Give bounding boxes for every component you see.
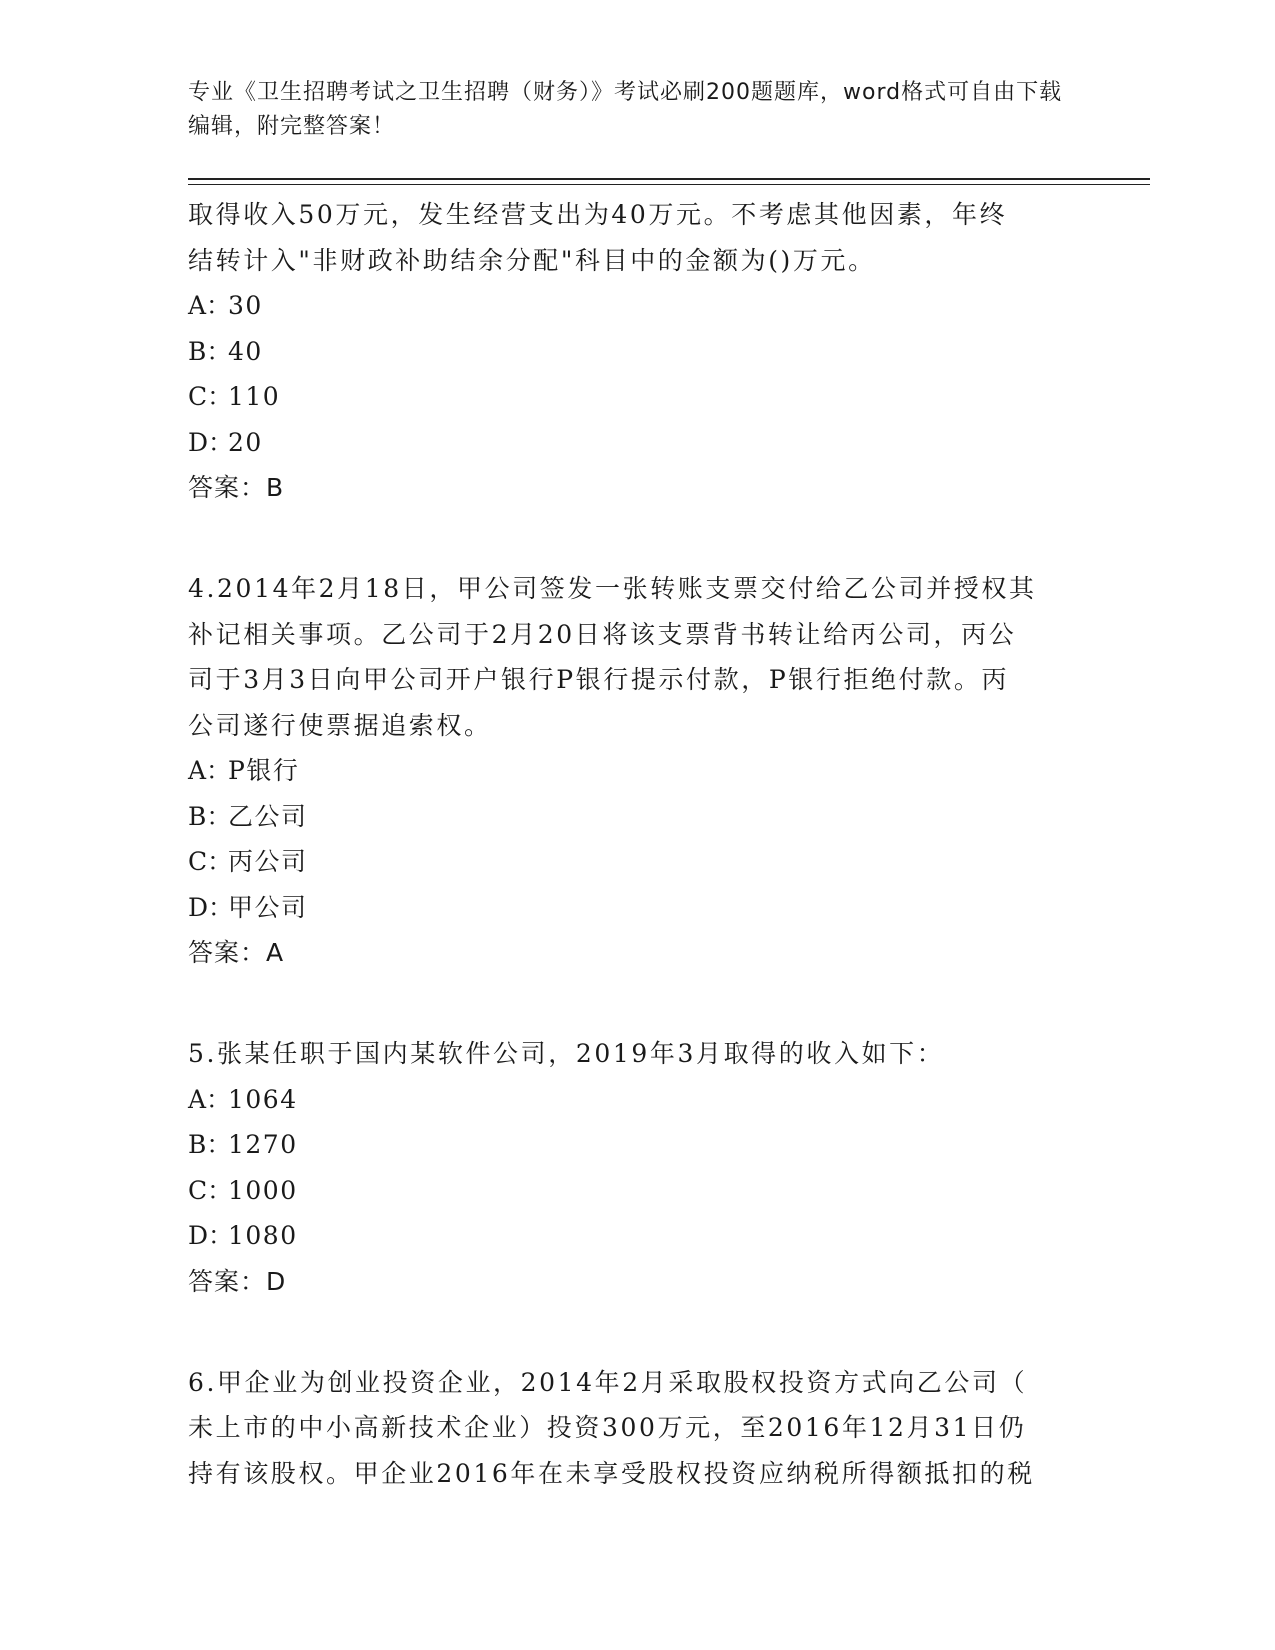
option-text: 110: [228, 382, 281, 411]
option-text: 40: [228, 336, 263, 366]
question-stem-line: 结转计入"非财政补助结余分配"科目中的金额为()万元。: [188, 245, 876, 275]
question-stem-line: 6.甲企业为创业投资企业，2014年2月采取股权投资方式向乙公司（: [188, 1367, 1028, 1397]
option-text: 1064: [228, 1084, 298, 1114]
option-text: P银行: [228, 756, 300, 785]
option-key: A：: [188, 291, 232, 320]
question-stem-line: 司于3月3日向甲公司开户银行P银行提示付款，P银行拒绝付款。丙: [188, 665, 1010, 694]
option-key: C：: [188, 382, 233, 411]
option-key: B：: [188, 801, 232, 831]
option-key: B：: [188, 1130, 232, 1159]
question-block: [188, 1360, 1088, 1497]
option-c: [188, 839, 1088, 885]
option-key: D：: [188, 892, 234, 922]
option-b: [188, 329, 1088, 375]
option-a: [188, 748, 1088, 794]
option-text: 20: [228, 427, 263, 457]
document-header-title: 专业《卫生招聘考试之卫生招聘（财务）》考试必刷200题题库，word格式可自由下载编辑，附完整答案！: [188, 80, 1063, 139]
option-key: C：: [188, 1175, 233, 1205]
option-text: 丙公司: [228, 847, 308, 876]
option-text: 1000: [228, 1175, 298, 1205]
option-d: [188, 420, 1088, 466]
option-text: 1080: [228, 1221, 298, 1250]
question-stem-line: 持有该股权。甲企业2016年在未享受股权投资应纳税所得额抵扣的税: [188, 1458, 1035, 1488]
question-block: [188, 1031, 1088, 1304]
question-stem-line: 补记相关事项。乙公司于2月20日将该支票背书转让给丙公司，丙公: [188, 619, 1017, 649]
option-key: B：: [188, 336, 232, 366]
option-text: 甲公司: [228, 892, 308, 922]
answer-line: 答案：D: [188, 1266, 287, 1296]
option-a: [188, 283, 1088, 329]
option-b: [188, 1122, 1088, 1168]
question-stem-line: 4.2014年2月18日，甲公司签发一张转账支票交付给乙公司并授权其: [188, 574, 1037, 603]
header-rule-thick: [188, 178, 1150, 180]
option-key: D：: [188, 427, 234, 457]
option-key: A：: [188, 1084, 232, 1114]
answer-line: 答案：A: [188, 938, 285, 967]
option-text: 30: [228, 291, 263, 320]
question-stem-line: 未上市的中小高新技术企业）投资300万元，至2016年12月31日仍: [188, 1413, 1027, 1442]
option-key: A：: [188, 756, 232, 785]
option-b: [188, 794, 1088, 840]
question-block: [188, 566, 1088, 975]
question-stem-line: 5.张某任职于国内某软件公司，2019年3月取得的收入如下：: [188, 1039, 945, 1068]
option-d: [188, 885, 1088, 931]
question-block: [188, 192, 1088, 510]
option-d: [188, 1213, 1088, 1259]
option-c: [188, 1168, 1088, 1214]
option-key: C：: [188, 847, 233, 876]
answer-line: 答案：B: [188, 473, 285, 502]
option-text: 1270: [228, 1130, 298, 1159]
option-c: [188, 374, 1088, 420]
question-stem-line: 公司遂行使票据追索权。: [188, 710, 492, 740]
question-stem-line: 取得收入50万元，发生经营支出为40万元。不考虑其他因素，年终: [188, 200, 1008, 229]
question-list: [188, 192, 1088, 1496]
option-a: [188, 1077, 1088, 1123]
option-key: D：: [188, 1221, 234, 1250]
header-rule-thin: [188, 184, 1150, 185]
option-text: 乙公司: [228, 801, 308, 831]
